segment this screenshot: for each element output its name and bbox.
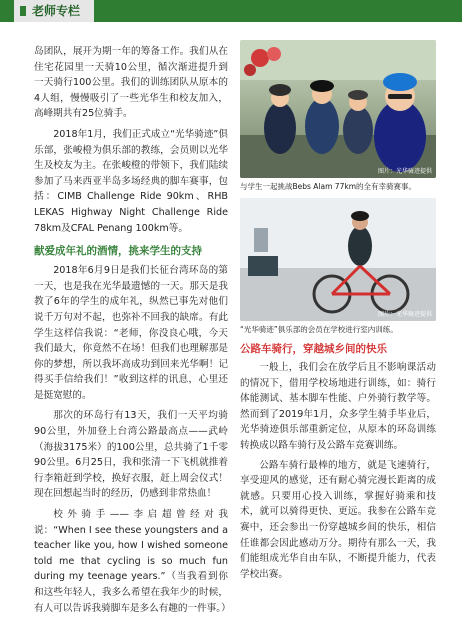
paragraph: 校外骑手——李启超曾经对我说：“When I see these youngsters and a teacher like you, how I wished someone told me that cycling is so much fun during my teenage years.”（当我看到你和这些年轻人，我多么希望在我年少的时候，有人可以告诉我骑脚车是多么有趣的一件事。） — [34, 509, 231, 614]
paragraph: 公路车骑行最棒的地方，就是飞速骑行，享受迎风的感觉，还有耐心骑完漫长距离的成就感。只要用心投入训练，掌握好骑乘和技术，就可以骑得更快、更远。我参在公路车竞赛中，还会参出一份穿越城乡间的快乐，相信任谁都会因此感动万分。期待有那么一天，我们能组成光华自由车队，不断提升能力，代表学校出赛。 — [240, 459, 436, 580]
section-heading: 献爱成年礼的酒情，挑来学生的支持 — [34, 245, 202, 258]
photo-caption: 与学生一起挑战Bebs Alam 77km的全有幸骑赛事。 — [240, 182, 417, 191]
photo-credit: 图片：光华骑迹提供 — [377, 168, 432, 175]
left-column — [34, 44, 231, 621]
paragraph: 2018年1月，我们正式成立“光华骑迹”俱乐部，张峻橙为俱乐部的教练，会员则以光华生及校友为主。在张峻橙的带领下，我们陆续参加了马来西亚半岛多场经典的脚车赛事，包括：CIMB Challenge Ride 90km、RHB LEKAS Highway Night Challenge Ride 78km及CFAL Penang 100km等。 — [34, 128, 228, 234]
photo-credit: 图片：光华骑迹提供 — [377, 311, 432, 318]
paragraph: 岛团队，展开为期一年的筹备工作。我们从在住宅花园里一天骑10公里，循次渐进提升到一天骑行100公里。我们的训练团队从原本的4人组，慢慢吸引了一些光华生和校友加入，高峰期共有25位骑手。 — [34, 46, 228, 120]
indoor-training-illustration — [240, 198, 436, 321]
paragraph: 那次的环岛行有13天，我们一天平均骑90公里，外加登上台湾公路最高点——武岭（海拔3175米）的100公里，总共骑了1千零90公里。6月25日，我和张清一下飞机就推着行李箱赶到学校，换好衣服，赶上周会仪式！现在回想起当时的经历，仍感到非常热血！ — [34, 410, 228, 500]
section-heading: 公路车骑行，穿越城乡间的快乐 — [240, 343, 387, 355]
cyclists-illustration — [240, 40, 436, 178]
section-header-bar — [0, 0, 462, 22]
right-column — [240, 40, 436, 586]
indoor-training-photo — [240, 198, 436, 321]
paragraph: 2018年6月9日是我们长征台湾环岛的第一天，也是我在光华最遗憾的一天。那天是我教了6年的学生的成年礼，纵然已事先对他们说千万句对不起，也弥补不回我的缺席。有此学生这样信我说：“老师，你没良心哦，今天我们最大，你竟然不在场！但我们也理解那是你的梦想，所以我坏高成功到回来光华啊！记得买手信给我们！”收到这样的讯息，心里还是挺宽慰的。 — [34, 265, 228, 401]
group-cycling-photo — [240, 40, 436, 178]
section-title: 老师专栏 — [14, 0, 94, 22]
paragraph: 一般上，我们会在放学后且不影响课活动的情况下，借用学校场地进行训练，如：骑行体能测试、基本脚车性能、户外骑行教学等。然而到了2019年1月，众多学生骑手毕业后，光华骑迹俱乐部重新定位，从原本的环岛训练转换成以路车骑行及公路车竞赛训练。 — [240, 362, 436, 451]
photo-caption: “光华骑迹”俱乐部的会员在学校进行室内训练。 — [240, 325, 398, 334]
